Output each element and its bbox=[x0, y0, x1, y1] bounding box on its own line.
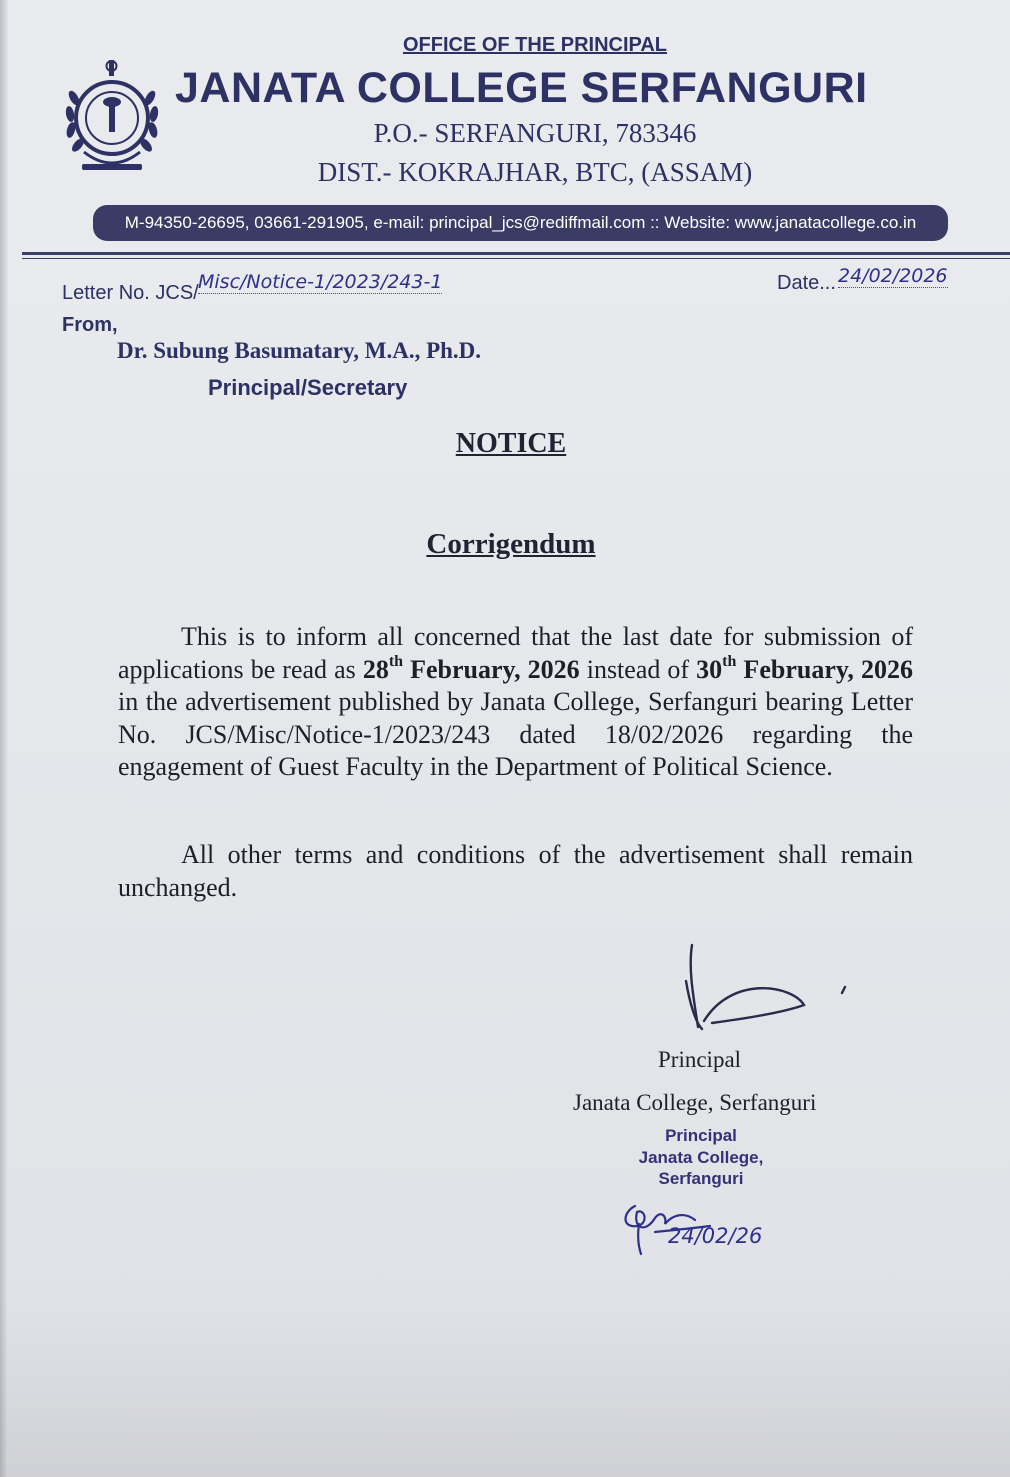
from-label: From, bbox=[62, 314, 118, 336]
header-divider-thin bbox=[22, 258, 1010, 259]
stamp-place: Serfanguri bbox=[658, 1169, 744, 1188]
sender-designation: Principal/Secretary bbox=[208, 375, 408, 400]
sender-name: Dr. Subung Basumatary, M.A., Ph.D. bbox=[117, 338, 482, 363]
corrigendum-title: Corrigendum bbox=[426, 528, 596, 560]
office-heading: OFFICE OF THE PRINCIPAL bbox=[402, 34, 668, 56]
postal-address: P.O.- SERFANGURI, 783346 bbox=[373, 118, 697, 148]
notice-paragraph-2: All other terms and conditions of the advertisement shall remain unchanged. bbox=[118, 840, 913, 902]
college-name: JANATA COLLEGE SERFANGURI bbox=[175, 64, 868, 112]
principal-signature bbox=[672, 935, 862, 1035]
page-shading bbox=[0, 1300, 1010, 1477]
date-handwritten: 24/02/2026 bbox=[838, 265, 948, 287]
letter-number-handwritten: Misc/Notice-1/2023/243-1 bbox=[198, 271, 443, 293]
stamp-signature-date: 24/02/26 bbox=[668, 1224, 763, 1248]
signatory-designation: Principal bbox=[658, 1047, 742, 1072]
stamp-college: Janata College, bbox=[638, 1148, 764, 1167]
date-label: Date... bbox=[777, 272, 836, 294]
header-divider bbox=[22, 252, 1010, 255]
page-edge-shadow bbox=[0, 0, 8, 1477]
contact-info-bar: M-94350-26695, 03661-291905, e-mail: principal_jcs@rediffmail.com :: Website: www.janatacollege.co.in bbox=[93, 205, 948, 241]
letter-number-label: Letter No. JCS/ bbox=[62, 282, 199, 304]
notice-title: NOTICE bbox=[455, 428, 567, 459]
stamp-designation: Principal bbox=[665, 1126, 737, 1145]
signatory-college: Janata College, Serfanguri bbox=[573, 1090, 817, 1115]
notice-paragraph-1: This is to inform all concerned that the last date for submission of applications be read as 28th February, 2026 instead of 30th February, 2026 in the advertisement published by Janata College, Serfanguri bearing Letter No. JCS/Misc/Notice-1/2023/243 dated 18/02/2026 regarding the engagement of Guest Faculty in the Department of Political Science. bbox=[118, 622, 913, 781]
district-address: DIST.- KOKRAJHAR, BTC, (ASSAM) bbox=[317, 157, 753, 187]
